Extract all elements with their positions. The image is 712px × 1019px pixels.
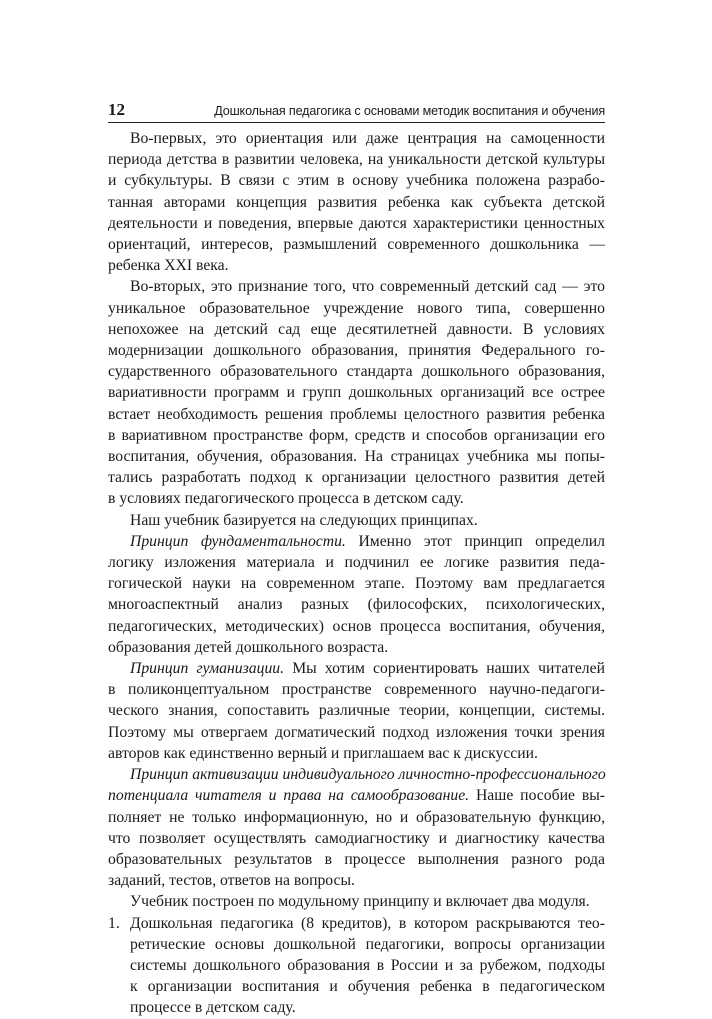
text-line: ческого знания, сопоставить различные теории, концепции, системы. xyxy=(108,702,605,720)
text-line xyxy=(108,785,605,806)
text-line: ребенка XXI века. xyxy=(108,257,229,275)
text-fragment: Наше пособие вы- xyxy=(469,787,605,805)
text-line: ориентаций, интересов, размышлений современного дошкольника — xyxy=(108,236,605,254)
page-number: 12 xyxy=(108,100,125,119)
text-line: Поэтому мы отвергаем догматический подход изложения точки зрения xyxy=(108,723,605,741)
text-line: сударственного образовательного стандарта дошкольного образования, xyxy=(108,363,605,381)
text-line: воспитания, обучения, образования. На страницах учебника мы попы- xyxy=(108,448,605,466)
text-line xyxy=(108,764,605,785)
text-line: что позволяет осуществлять самодиагностику и диагностику качества xyxy=(108,829,605,847)
text-line: заданий, тестов, ответов на вопросы. xyxy=(108,872,355,890)
text-line: образовательных результатов в процессе выполнения разного рода xyxy=(108,850,605,868)
text-fragment: Именно этот принцип определил xyxy=(345,532,605,550)
text-fragment: Дошкольная педагогика (8 кредитов), в котором раскрываются тео- xyxy=(130,914,605,932)
text-line: периода детства в развитии человека, на уникальности детской культуры xyxy=(108,151,605,169)
text-line: ретические основы дошкольной педагогики, вопросы организации xyxy=(130,935,605,953)
text-line: процессе в детском саду. xyxy=(130,999,296,1017)
principle-heading: потенциала читателя и права на самообразование. xyxy=(108,787,470,805)
text-line: встает необходимость решения проблемы целостного развития ребенка xyxy=(108,405,605,423)
page-header xyxy=(108,96,605,120)
text-line: полняет не только информационную, но и образовательную функцию, xyxy=(108,808,605,826)
text-line: Во-первых, это ориентация или даже центрация на самоценности xyxy=(130,130,605,147)
text-line: многоаспектный анализ разных (философских, психологических, xyxy=(108,596,605,614)
text-line: Учебник построен по модульному принципу и включает два модуля. xyxy=(130,893,590,911)
text-line xyxy=(108,531,605,552)
text-line xyxy=(108,658,605,679)
header-rule xyxy=(108,122,605,123)
text-line: в вариативном пространстве форм, средств и способов организации его xyxy=(108,426,605,444)
list-item xyxy=(108,913,605,934)
list-item-number: 1. xyxy=(108,914,120,932)
text-fragment: Мы хотим сориентировать наших читателей xyxy=(284,660,605,678)
principle-heading: Принцип активизации индивидуального личностно-профессионального xyxy=(130,766,606,784)
text-line: модернизации дошкольного образования, принятия Федерального го- xyxy=(108,342,605,360)
text-line: системы дошкольного образования в России и за рубежом, подходы xyxy=(130,956,605,974)
text-line: гогической науки на современном этапе. Поэтому вам предлагается xyxy=(108,575,605,593)
text-line: логику изложения материала и подчинил ее логике развития педа- xyxy=(108,554,605,572)
principle-heading: Принцип гуманизации. xyxy=(130,660,285,678)
text-line: непохожее на детский сад еще десятилетней давности. В условиях xyxy=(108,320,605,338)
text-line: в условиях педагогического процесса в детском саду. xyxy=(108,490,464,508)
body-text xyxy=(108,128,605,1019)
text-line: вариативности программ и групп дошкольных организаций все острее xyxy=(108,384,605,402)
text-line: деятельности и поведения, впервые даются характеристики ценностных xyxy=(108,214,605,232)
running-title: Дошкольная педагогика с основами методик воспитания и обучения xyxy=(214,104,605,118)
text-line: педагогических, методических) основ процесса воспитания, обучения, xyxy=(108,617,605,635)
text-line: авторов как единственно верный и приглашаем вас к дискуссии. xyxy=(108,744,538,762)
text-line: тались разработать подход к организации целостного развития детей xyxy=(108,469,605,487)
text-line: Наш учебник базируется на следующих принципах. xyxy=(130,511,478,529)
text-line: уникальное образовательное учреждение нового типа, совершенно xyxy=(108,299,605,317)
text-line: Во-вторых, это признание того, что современный детский сад — это xyxy=(130,278,605,296)
text-line: в поликонцептуальном пространстве современного научно-педагоги- xyxy=(108,681,605,699)
principle-heading: Принцип фундаментальности. xyxy=(130,532,346,550)
text-line: к организации воспитания и обучения ребенка в педагогическом xyxy=(130,978,605,996)
text-line: и субкультуры. В связи с этим в основу учебника положена разрабо- xyxy=(108,172,605,190)
text-line: образования детей дошкольного возраста. xyxy=(108,638,389,656)
text-line: танная авторами концепция развития ребенка как субъекта детской xyxy=(108,193,605,211)
